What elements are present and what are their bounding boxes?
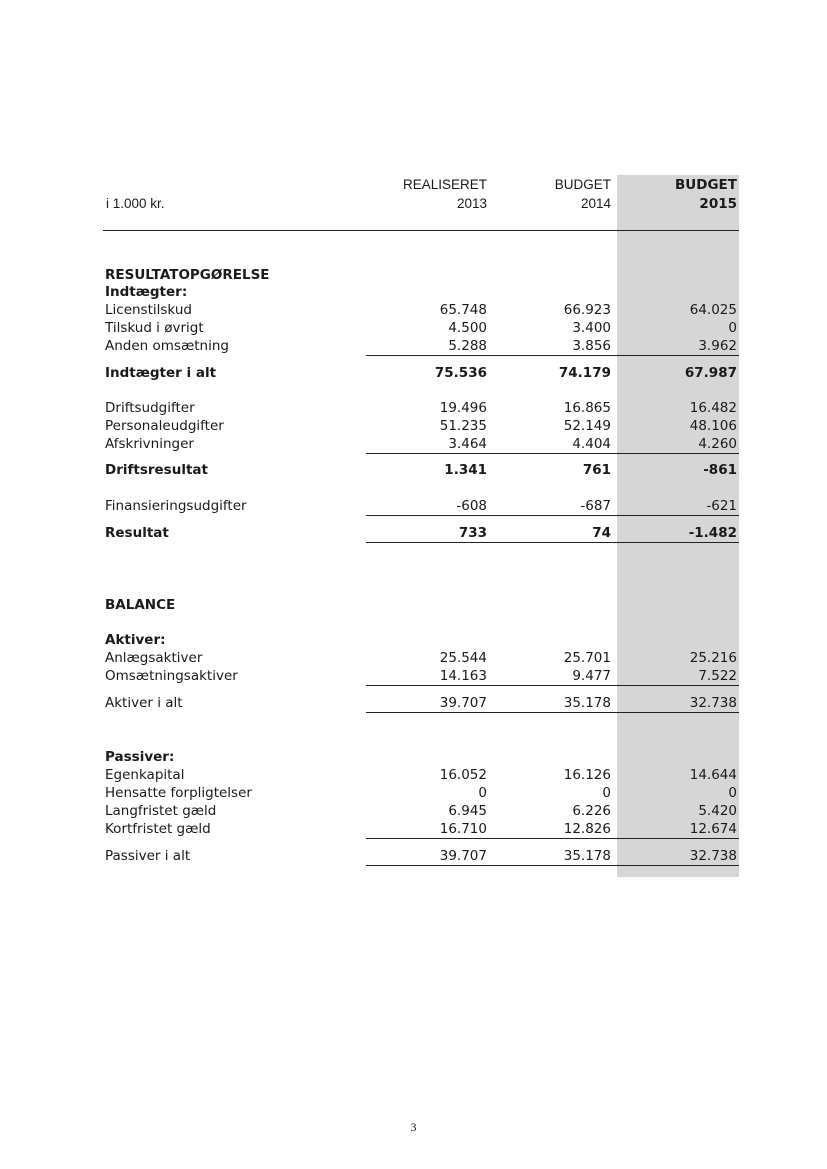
cell-aktiver-total-2013: 39.707 (439, 695, 487, 711)
row-label-anlaeg: Anlægsaktiver (105, 650, 203, 666)
subtotal-rule (366, 453, 739, 454)
cell-omsaetning-2014: 9.477 (572, 668, 611, 684)
cell-resultat-2014: 74 (592, 525, 611, 541)
cell-egenkapital-2015: 14.644 (689, 767, 737, 783)
row-label-omsaetning: Omsætningsaktiver (105, 668, 238, 684)
row-label-aktiver-total: Aktiver i alt (105, 695, 183, 711)
row-label-egenkapital: Egenkapital (105, 767, 185, 783)
cell-anden-2015: 3.962 (698, 338, 737, 354)
cell-omsaetning-2013: 14.163 (439, 668, 487, 684)
total-rule (366, 712, 739, 713)
cell-finansiering-2015: -621 (706, 498, 737, 514)
subtotal-rule (366, 685, 739, 686)
cell-passiver-total-2015: 32.738 (689, 848, 737, 864)
section-title-balance: BALANCE (105, 597, 176, 613)
col-header-2014: 2014 (580, 196, 611, 211)
heading-indtaegter: Indtægter: (105, 284, 188, 300)
cell-driftsresultat-2015: -861 (703, 462, 737, 478)
row-label-driftsudgifter: Driftsudgifter (105, 400, 195, 416)
cell-kortfristet-2015: 12.674 (689, 821, 737, 837)
cell-driftsresultat-2013: 1.341 (444, 462, 487, 478)
col-header-budget-2015: BUDGET (675, 177, 737, 193)
subtotal-rule (366, 515, 739, 516)
cell-kortfristet-2013: 16.710 (439, 821, 487, 837)
row-label-indtaegter-total: Indtægter i alt (105, 365, 217, 381)
row-label-driftsresultat: Driftsresultat (105, 462, 208, 478)
cell-anlaeg-2013: 25.544 (439, 650, 487, 666)
cell-driftsudgifter-2015: 16.482 (689, 400, 737, 416)
row-label-kortfristet: Kortfristet gæld (105, 821, 211, 837)
cell-anlaeg-2014: 25.701 (563, 650, 611, 666)
page-number: 3 (410, 1120, 417, 1134)
cell-passiver-total-2014: 35.178 (563, 848, 611, 864)
heading-passiver: Passiver: (105, 749, 175, 765)
row-label-hensatte: Hensatte forpligtelser (105, 785, 252, 801)
cell-anden-2013: 5.288 (448, 338, 487, 354)
row-label-passiver-total: Passiver i alt (105, 848, 191, 864)
col-header-2013: 2013 (456, 196, 487, 211)
cell-indtaegter-total-2015: 67.987 (684, 365, 737, 381)
cell-driftsudgifter-2013: 19.496 (439, 400, 487, 416)
cell-finansiering-2013: -608 (456, 498, 487, 514)
cell-egenkapital-2013: 16.052 (439, 767, 487, 783)
row-label-langfristet: Langfristet gæld (105, 803, 217, 819)
cell-resultat-2013: 733 (458, 525, 487, 541)
cell-passiver-total-2013: 39.707 (439, 848, 487, 864)
subtotal-rule (366, 355, 739, 356)
row-label-afskrivninger: Afskrivninger (105, 436, 194, 452)
cell-licenstilskud-2014: 66.923 (563, 302, 611, 318)
cell-langfristet-2014: 6.226 (572, 803, 611, 819)
row-label-personale: Personaleudgifter (105, 418, 224, 434)
heading-aktiver: Aktiver: (105, 632, 166, 648)
col-header-budget-2014: BUDGET (554, 177, 611, 192)
total-rule (366, 865, 739, 866)
cell-afskrivninger-2013: 3.464 (448, 436, 487, 452)
cell-indtaegter-total-2014: 74.179 (558, 365, 611, 381)
row-label-tilskud: Tilskud i øvrigt (105, 320, 204, 336)
cell-hensatte-2014: 0 (602, 785, 611, 801)
cell-hensatte-2013: 0 (478, 785, 487, 801)
cell-licenstilskud-2015: 64.025 (689, 302, 737, 318)
cell-afskrivninger-2014: 4.404 (572, 436, 611, 452)
cell-personale-2014: 52.149 (563, 418, 611, 434)
cell-omsaetning-2015: 7.522 (698, 668, 737, 684)
cell-hensatte-2015: 0 (728, 785, 737, 801)
header-divider (103, 230, 739, 231)
unit-label: i 1.000 kr. (106, 196, 165, 211)
col-header-realiseret: REALISERET (402, 177, 487, 192)
cell-afskrivninger-2015: 4.260 (698, 436, 737, 452)
section-title-resultat: RESULTATOPGØRELSE (105, 267, 270, 283)
cell-kortfristet-2014: 12.826 (563, 821, 611, 837)
row-label-resultat: Resultat (105, 525, 169, 541)
row-label-finansiering: Finansieringsudgifter (105, 498, 247, 514)
cell-tilskud-2015: 0 (728, 320, 737, 336)
col-header-2015: 2015 (699, 196, 737, 212)
cell-personale-2015: 48.106 (689, 418, 737, 434)
cell-aktiver-total-2015: 32.738 (689, 695, 737, 711)
subtotal-rule (366, 838, 739, 839)
cell-langfristet-2015: 5.420 (698, 803, 737, 819)
cell-licenstilskud-2013: 65.748 (439, 302, 487, 318)
cell-langfristet-2013: 6.945 (448, 803, 487, 819)
cell-driftsresultat-2014: 761 (582, 462, 611, 478)
cell-indtaegter-total-2013: 75.536 (434, 365, 487, 381)
total-rule (366, 542, 739, 543)
cell-tilskud-2013: 4.500 (448, 320, 487, 336)
cell-anden-2014: 3.856 (572, 338, 611, 354)
row-label-licenstilskud: Licenstilskud (105, 302, 192, 318)
cell-egenkapital-2014: 16.126 (563, 767, 611, 783)
cell-aktiver-total-2014: 35.178 (563, 695, 611, 711)
cell-driftsudgifter-2014: 16.865 (563, 400, 611, 416)
cell-tilskud-2014: 3.400 (572, 320, 611, 336)
cell-personale-2013: 51.235 (439, 418, 487, 434)
row-label-anden: Anden omsætning (105, 338, 229, 354)
cell-finansiering-2014: -687 (580, 498, 611, 514)
cell-anlaeg-2015: 25.216 (689, 650, 737, 666)
cell-resultat-2015: -1.482 (688, 525, 737, 541)
